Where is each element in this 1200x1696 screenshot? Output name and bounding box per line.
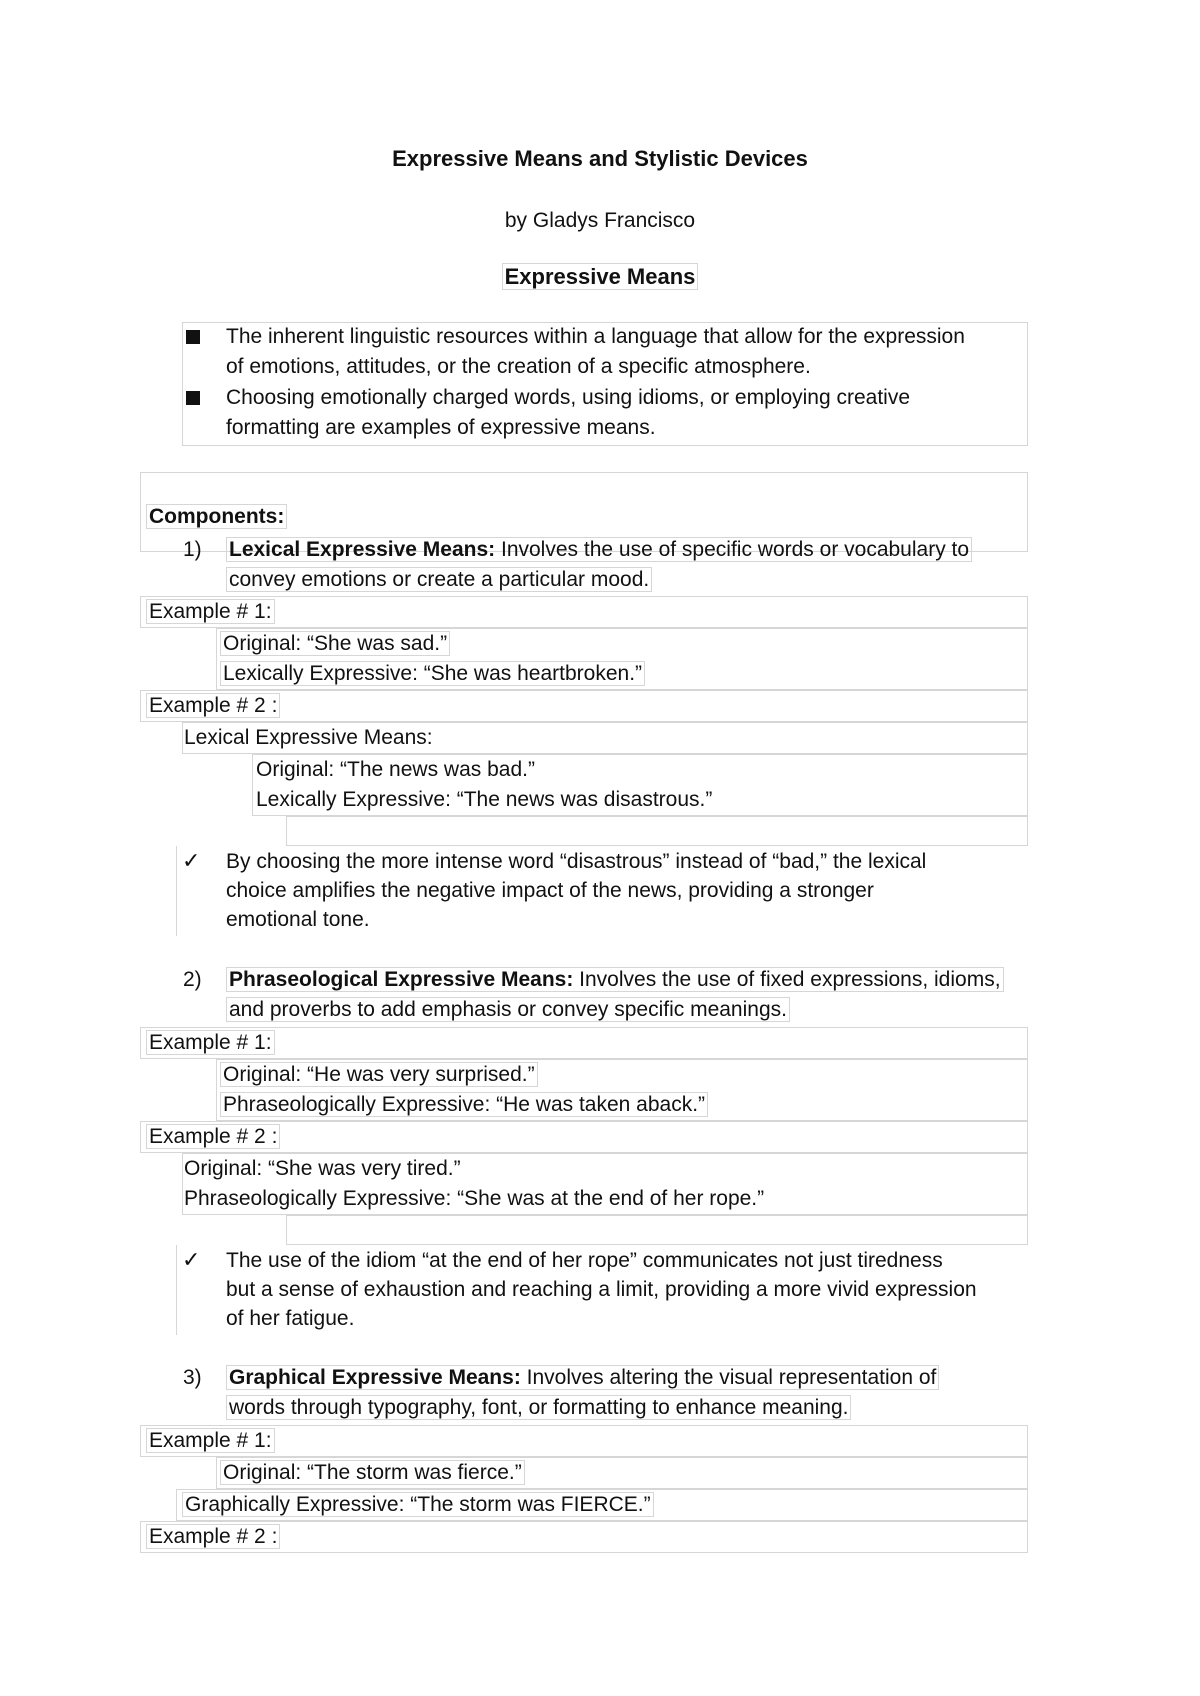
component-1-example2-original: Original: “The news was bad.” (256, 758, 535, 781)
component-1-line1 (226, 535, 972, 565)
component-1-note-line1: By choosing the more intense word “disastrous” instead of “bad,” the lexical (226, 850, 927, 873)
component-2-note-line3: of her fatigue. (226, 1307, 355, 1330)
component-2-number: 2) (183, 968, 202, 991)
checkmark-icon: ✓ (182, 848, 201, 873)
component-2-line1 (226, 965, 1004, 995)
component-1-note-line3: emotional tone. (226, 908, 370, 931)
component-3-example2-label: Example # 2 : (146, 1522, 280, 1552)
spacer-row (286, 816, 1028, 846)
checkmark-icon: ✓ (182, 1247, 201, 1272)
intro-bullet-2-line2: formatting are examples of expressive means. (226, 416, 656, 439)
component-2-desc1: Involves the use of fixed expressions, idioms, (573, 968, 1001, 991)
component-1-example1-original: Original: “She was sad.” (220, 629, 450, 659)
section-heading-wrap (0, 262, 1200, 292)
component-2-example1-original: Original: “He was very surprised.” (220, 1060, 538, 1090)
component-3-name: Graphical Expressive Means: (229, 1366, 521, 1389)
component-3-desc1: Involves altering the visual representation of (520, 1366, 937, 1389)
component-2-note-line2: but a sense of exhaustion and reaching a limit, providing a more vivid expression (226, 1278, 977, 1301)
intro-bullet-1-line1: The inherent linguistic resources within a language that allow for the expression (226, 325, 965, 348)
component-2-name: Phraseological Expressive Means: (229, 968, 574, 991)
spacer-row (286, 1215, 1028, 1245)
section-heading: Expressive Means (502, 263, 699, 290)
component-2-example2-original: Original: “She was very tired.” (184, 1157, 461, 1180)
component-1-example2-expressive: Lexically Expressive: “The news was disastrous.” (256, 788, 713, 811)
component-2-example2-label: Example # 2 : (146, 1122, 280, 1152)
component-1-example1-expressive: Lexically Expressive: “She was heartbroken.” (220, 659, 645, 689)
intro-bullet-1-line2: of emotions, attitudes, or the creation of a specific atmosphere. (226, 355, 811, 378)
component-2-example1-expressive: Phraseologically Expressive: “He was taken aback.” (220, 1090, 708, 1120)
component-1-line2: convey emotions or create a particular mood. (226, 565, 652, 595)
component-2-line2: and proverbs to add emphasis or convey specific meanings. (226, 995, 790, 1025)
component-2-note-line1: The use of the idiom “at the end of her rope” communicates not just tiredness (226, 1249, 943, 1272)
components-heading: Components: (146, 502, 287, 532)
component-2-example1-label: Example # 1: (146, 1028, 275, 1058)
component-3-number: 3) (183, 1366, 202, 1389)
document-title: Expressive Means and Stylistic Devices (392, 146, 808, 171)
intro-bullet-2-line1: Choosing emotionally charged words, using idioms, or employing creative (226, 386, 911, 409)
component-1-example2-label: Example # 2 : (146, 691, 280, 721)
component-2-example2-expressive: Phraseologically Expressive: “She was at the end of her rope.” (184, 1187, 765, 1210)
author-line: by Gladys Francisco (504, 209, 696, 232)
component-3-example1-expressive: Graphically Expressive: “The storm was FIERCE.” (182, 1490, 654, 1520)
component-1-example1-label: Example # 1: (146, 597, 275, 627)
component-3-line1 (226, 1363, 939, 1393)
component-1-desc1: Involves the use of specific words or vocabulary to (495, 538, 970, 561)
square-bullet-icon (186, 330, 200, 344)
component-3-example1-label: Example # 1: (146, 1426, 275, 1456)
component-3-example1-original: Original: “The storm was fierce.” (220, 1458, 525, 1488)
component-1-name: Lexical Expressive Means: (229, 538, 496, 561)
square-bullet-icon (186, 391, 200, 405)
component-1-number: 1) (183, 538, 202, 561)
component-1-note-line2: choice amplifies the negative impact of the news, providing a stronger (226, 879, 874, 902)
component-3-line2: words through typography, font, or formatting to enhance meaning. (226, 1393, 851, 1423)
component-1-example2-sublabel: Lexical Expressive Means: (184, 726, 433, 749)
